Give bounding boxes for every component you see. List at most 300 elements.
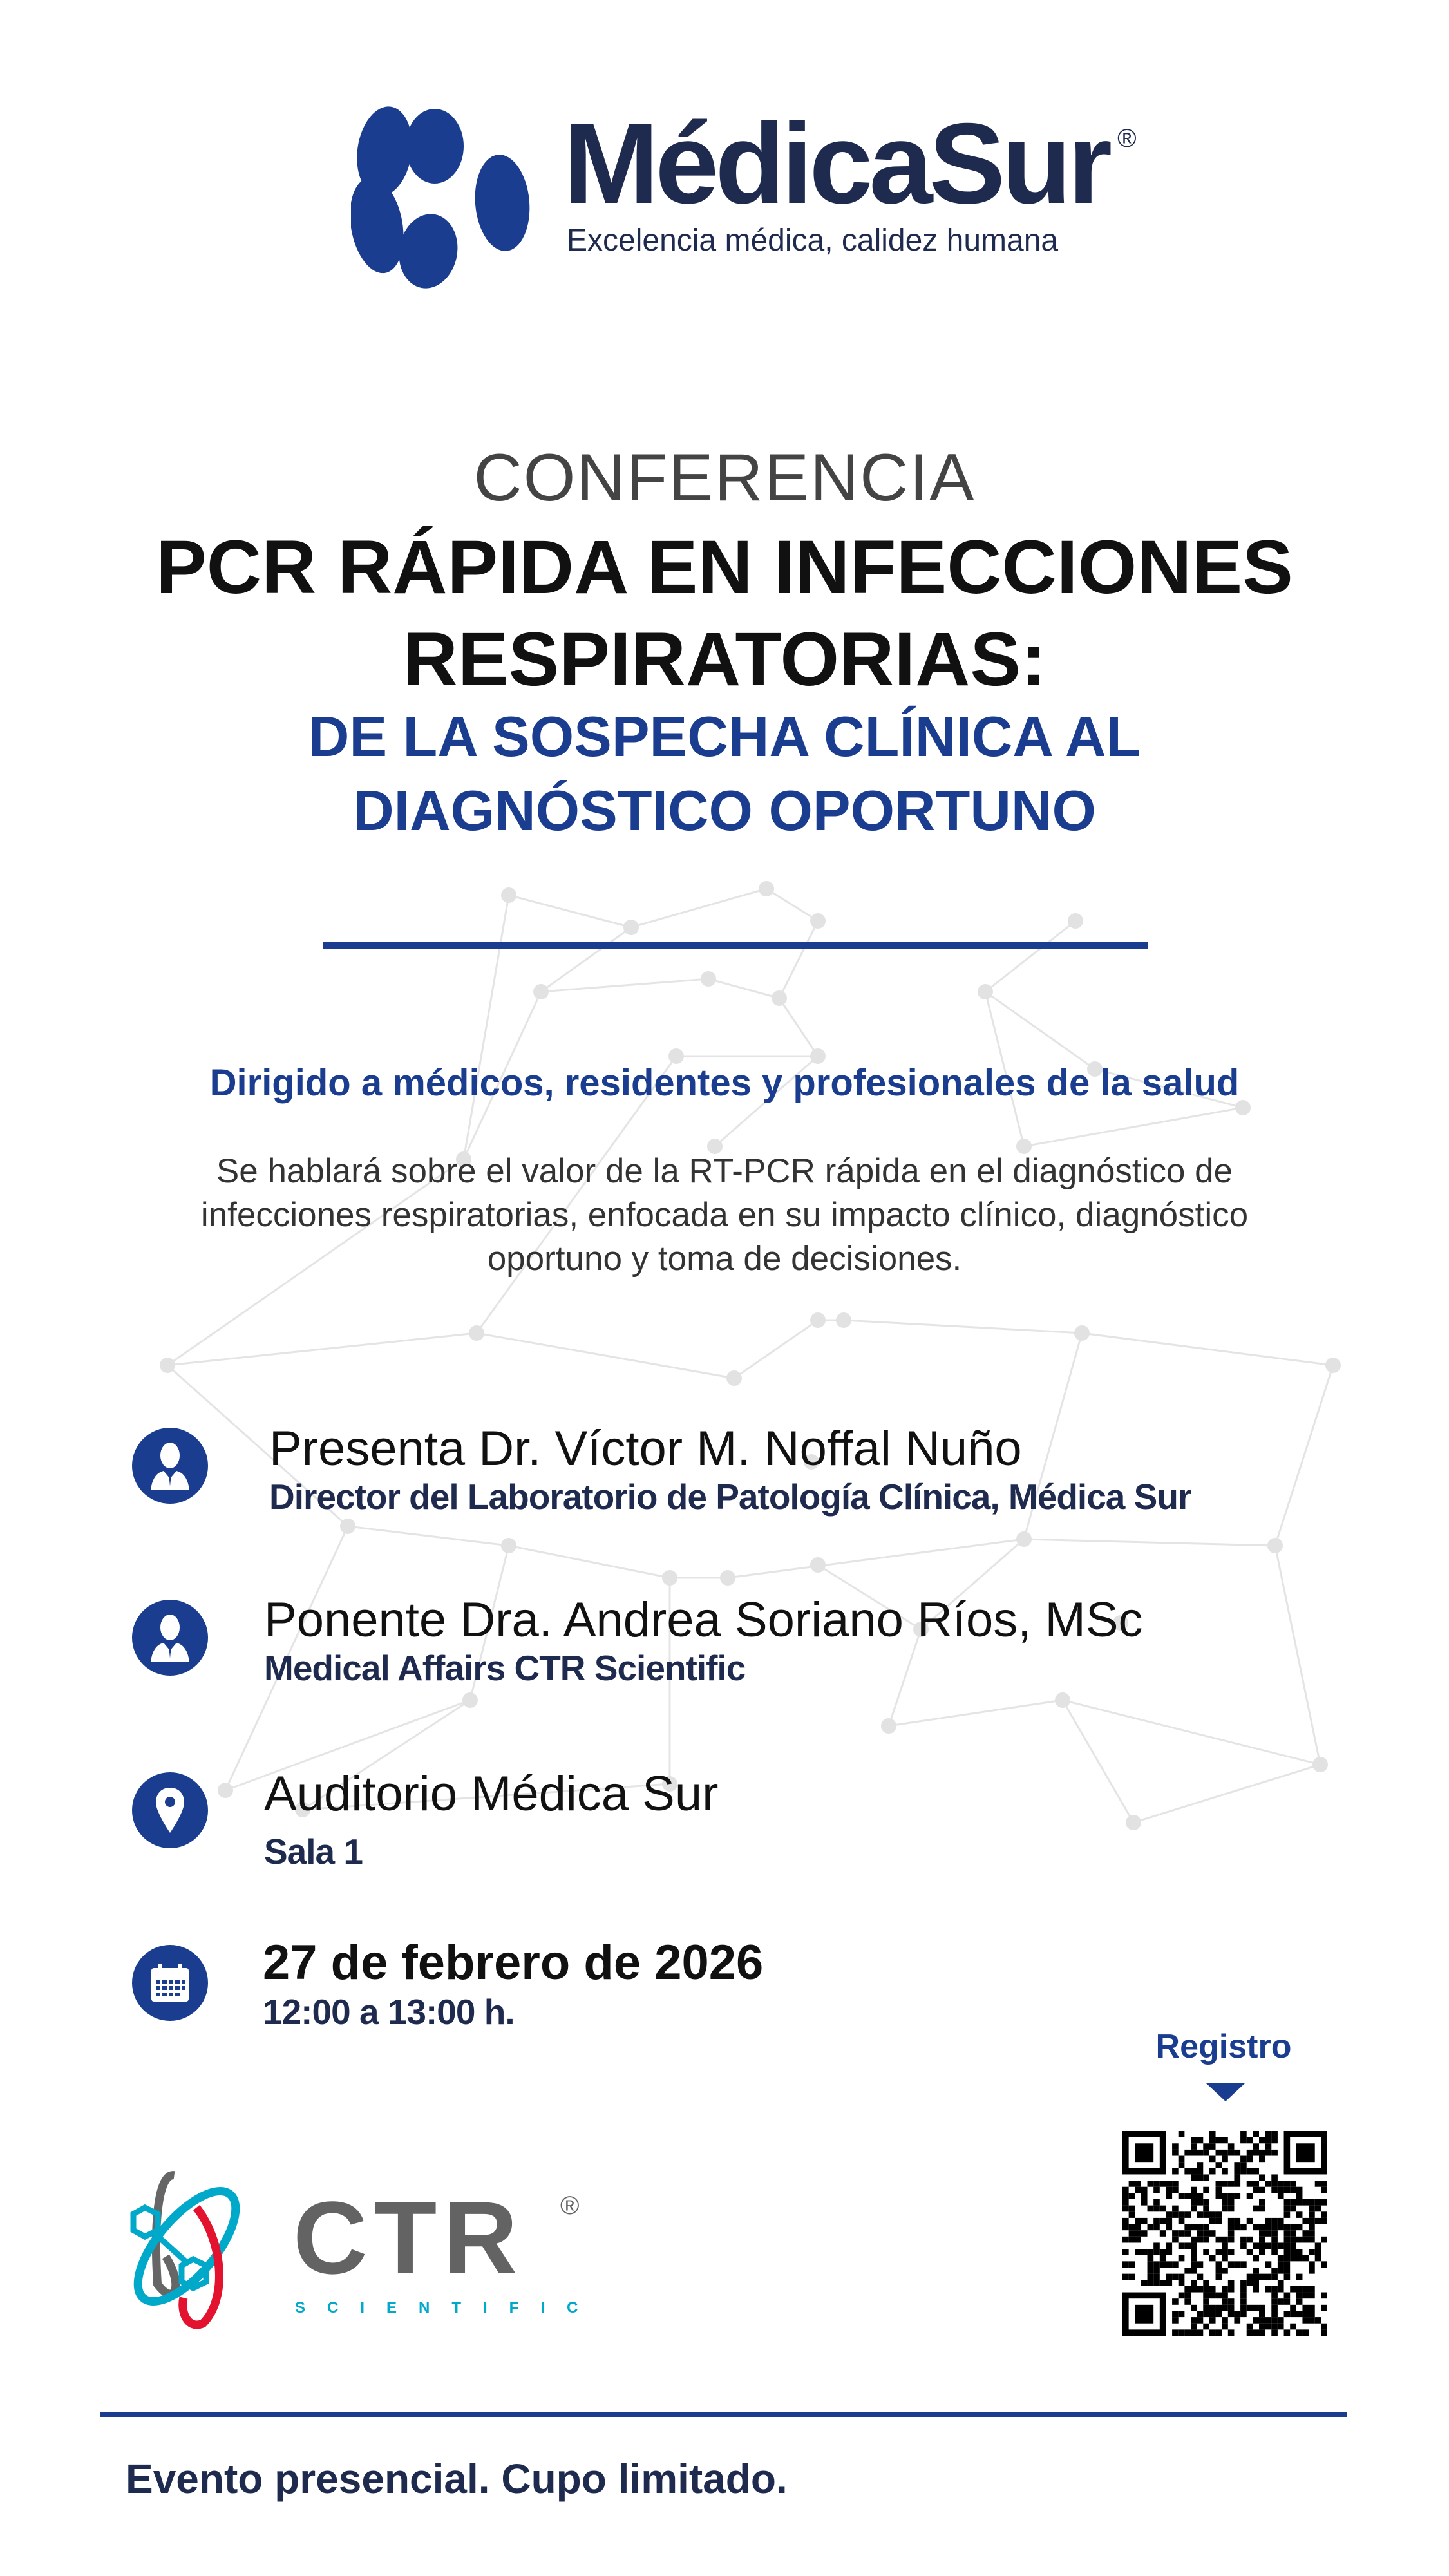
qr-module	[1160, 2255, 1166, 2262]
qr-module	[1222, 2156, 1228, 2163]
qr-module	[1247, 2280, 1253, 2286]
qr-module	[1309, 2286, 1315, 2293]
qr-module	[1259, 2150, 1265, 2156]
qr-module	[1271, 2305, 1278, 2311]
qr-module	[1179, 2156, 1185, 2163]
qr-module	[1253, 2206, 1259, 2212]
qr-module	[1222, 2305, 1228, 2311]
qr-module	[1265, 2324, 1272, 2330]
qr-module	[1197, 2211, 1204, 2218]
qr-module	[1321, 2329, 1327, 2336]
qr-module	[1122, 2218, 1129, 2224]
qr-module	[1284, 2242, 1291, 2249]
qr-module	[1259, 2242, 1265, 2249]
qr-module	[1240, 2298, 1247, 2305]
qr-module	[1184, 2193, 1191, 2199]
qr-module	[1247, 2274, 1253, 2280]
qr-module	[1259, 2206, 1265, 2212]
qr-module	[1290, 2249, 1296, 2255]
qr-module	[1315, 2218, 1321, 2224]
qr-module	[1191, 2224, 1197, 2231]
qr-module	[1271, 2224, 1278, 2231]
qr-module	[1321, 2237, 1327, 2243]
qr-module	[1247, 2249, 1253, 2255]
qr-module	[1216, 2162, 1222, 2168]
qr-module	[1191, 2324, 1197, 2330]
qr-module	[1259, 2199, 1265, 2206]
qr-module	[1153, 2181, 1160, 2187]
qr-module	[1259, 2249, 1265, 2255]
network-node	[1055, 1692, 1070, 1708]
qr-module	[1259, 2187, 1265, 2193]
network-line	[779, 921, 818, 998]
qr-module	[1247, 2150, 1253, 2156]
qr-module	[1191, 2237, 1197, 2243]
qr-module	[1153, 2249, 1160, 2255]
qr-module	[1160, 2181, 1166, 2187]
qr-module	[1197, 2261, 1204, 2268]
qr-module	[1203, 2230, 1209, 2237]
qr-module	[1166, 2218, 1172, 2224]
qr-module	[1309, 2249, 1315, 2255]
network-line	[708, 979, 779, 998]
network-line	[1024, 1539, 1275, 1546]
qr-module	[1135, 2249, 1141, 2255]
qr-module	[1148, 2224, 1154, 2231]
qr-module	[1209, 2286, 1216, 2293]
qr-module	[1172, 2206, 1179, 2212]
qr-module	[1290, 2206, 1296, 2212]
qr-finder	[1135, 2305, 1153, 2324]
qr-module	[1184, 2268, 1191, 2274]
medicasur-logo-icon	[351, 106, 538, 290]
network-line	[889, 1700, 1063, 1726]
qr-module	[1209, 2143, 1216, 2150]
qr-module	[1228, 2305, 1235, 2311]
qr-module	[1191, 2317, 1197, 2324]
qr-module	[1191, 2150, 1197, 2156]
qr-module	[1209, 2218, 1216, 2224]
speaker-name: Ponente Dra. Andrea Soriano Ríos, MSc	[264, 1593, 1143, 1647]
qr-module	[1278, 2187, 1284, 2193]
qr-module	[1296, 2329, 1303, 2336]
qr-module	[1209, 2131, 1216, 2137]
kicker: CONFERENCIA	[473, 440, 976, 515]
qr-module	[1184, 2242, 1191, 2249]
qr-module	[1172, 2274, 1179, 2280]
qr-module	[1259, 2137, 1265, 2144]
qr-module	[1302, 2230, 1309, 2237]
qr-module	[1197, 2311, 1204, 2317]
qr-module	[1234, 2261, 1240, 2268]
qr-module	[1209, 2305, 1216, 2311]
qr-module	[1203, 2286, 1209, 2293]
qr-module	[1253, 2280, 1259, 2286]
network-node	[1325, 1358, 1341, 1373]
qr-module	[1148, 2274, 1154, 2280]
qr-module	[1234, 2218, 1240, 2224]
qr-module	[1290, 2286, 1296, 2293]
qr-module	[1228, 2150, 1235, 2156]
qr-module	[1191, 2242, 1197, 2249]
network-node	[836, 1312, 851, 1328]
qr-module	[1315, 2181, 1321, 2187]
network-line	[509, 1546, 670, 1578]
qr-module	[1172, 2211, 1179, 2218]
qr-module	[1216, 2237, 1222, 2243]
network-node	[662, 1570, 677, 1586]
qr-module	[1265, 2317, 1272, 2324]
qr-module	[1153, 2199, 1160, 2206]
venue-room: Sala 1	[264, 1832, 363, 1871]
qr-module	[1197, 2237, 1204, 2243]
qr-module	[1141, 2199, 1148, 2206]
qr-module	[1148, 2268, 1154, 2274]
qr-module	[1247, 2324, 1253, 2330]
calendar-icon	[132, 1945, 208, 2021]
qr-module	[1209, 2329, 1216, 2336]
qr-module	[1160, 2218, 1166, 2224]
qr-module	[1160, 2249, 1166, 2255]
qr-module	[1271, 2174, 1278, 2181]
qr-module	[1296, 2224, 1303, 2231]
qr-module	[1172, 2329, 1179, 2336]
network-line	[348, 1526, 509, 1546]
qr-module	[1179, 2311, 1185, 2317]
description-line: infecciones respiratorias, enfocada en su impacto clínico, diagnóstico	[200, 1196, 1249, 1234]
network-node	[1068, 913, 1083, 929]
network-node	[720, 1570, 735, 1586]
network-line	[1063, 1700, 1133, 1823]
qr-module	[1191, 2261, 1197, 2268]
divider	[323, 942, 1148, 949]
qr-module	[1253, 2268, 1259, 2274]
qr-module	[1302, 2293, 1309, 2299]
qr-module	[1216, 2211, 1222, 2218]
qr-module	[1166, 2280, 1172, 2286]
qr-module	[1228, 2230, 1235, 2237]
qr-finder	[1296, 2143, 1315, 2162]
qr-module	[1302, 2317, 1309, 2324]
qr-module	[1247, 2193, 1253, 2199]
qr-module	[1222, 2168, 1228, 2175]
qr-module	[1271, 2286, 1278, 2293]
qr-module	[1203, 2249, 1209, 2255]
qr-module	[1172, 2261, 1179, 2268]
network-node	[701, 971, 716, 987]
qr-module	[1284, 2249, 1291, 2255]
qr-module	[1240, 2168, 1247, 2175]
network-line	[1275, 1546, 1320, 1765]
qr-module	[1290, 2187, 1296, 2193]
qr-module	[1222, 2286, 1228, 2293]
qr-module	[1141, 2230, 1148, 2237]
qr-module	[1197, 2286, 1204, 2293]
qr-module	[1296, 2255, 1303, 2262]
qr-finder	[1135, 2143, 1153, 2162]
qr-module	[1197, 2174, 1204, 2181]
qr-module	[1271, 2311, 1278, 2317]
qr-module	[1222, 2298, 1228, 2305]
qr-module	[1222, 2193, 1228, 2199]
qr-module	[1253, 2143, 1259, 2150]
qr-module	[1265, 2137, 1272, 2144]
qr-module	[1265, 2143, 1272, 2150]
qr-module	[1191, 2137, 1197, 2144]
qr-module	[1296, 2211, 1303, 2218]
qr-module	[1228, 2329, 1235, 2336]
qr-module	[1122, 2199, 1129, 2206]
qr-module	[1309, 2317, 1315, 2324]
qr-module	[1129, 2237, 1135, 2243]
qr-module	[1259, 2174, 1265, 2181]
qr-module	[1240, 2286, 1247, 2293]
qr-module	[1122, 2224, 1129, 2231]
registration-qr-code[interactable]	[1122, 2131, 1327, 2336]
qr-module	[1228, 2298, 1235, 2305]
qr-module	[1209, 2317, 1216, 2324]
qr-module	[1184, 2211, 1191, 2218]
qr-module	[1122, 2249, 1129, 2255]
qr-module	[1135, 2224, 1141, 2231]
qr-module	[1259, 2317, 1265, 2324]
qr-module	[1129, 2224, 1135, 2231]
network-node	[810, 913, 826, 929]
qr-module	[1271, 2137, 1278, 2144]
qr-module	[1228, 2224, 1235, 2231]
qr-module	[1141, 2193, 1148, 2199]
qr-module	[1240, 2311, 1247, 2317]
qr-module	[1160, 2261, 1166, 2268]
qr-module	[1153, 2224, 1160, 2231]
qr-module	[1203, 2187, 1209, 2193]
qr-module	[1259, 2156, 1265, 2163]
qr-module	[1166, 2193, 1172, 2199]
qr-module	[1228, 2199, 1235, 2206]
network-node	[623, 920, 639, 935]
qr-module	[1191, 2193, 1197, 2199]
qr-module	[1290, 2305, 1296, 2311]
sponsor-name: CTR	[293, 2180, 524, 2295]
network-node	[1312, 1757, 1328, 1772]
qr-module	[1172, 2298, 1179, 2305]
qr-module	[1284, 2237, 1291, 2243]
qr-module	[1271, 2293, 1278, 2299]
qr-module	[1122, 2187, 1129, 2193]
qr-module	[1222, 2317, 1228, 2324]
qr-module	[1278, 2224, 1284, 2231]
venue-name: Auditorio Médica Sur	[264, 1766, 719, 1821]
speaker-role: Medical Affairs CTR Scientific	[264, 1648, 746, 1688]
qr-module	[1222, 2242, 1228, 2249]
qr-module	[1284, 2268, 1291, 2274]
qr-module	[1253, 2150, 1259, 2156]
qr-module	[1153, 2187, 1160, 2193]
qr-module	[1315, 2255, 1321, 2262]
qr-module	[1216, 2268, 1222, 2274]
network-node	[759, 881, 774, 896]
qr-module	[1197, 2230, 1204, 2237]
qr-module	[1253, 2187, 1259, 2193]
network-node	[501, 887, 516, 903]
qr-module	[1240, 2131, 1247, 2137]
qr-module	[1172, 2230, 1179, 2237]
description-line: Se hablará sobre el valor de la RT-PCR rápida en el diagnóstico de	[216, 1152, 1233, 1190]
qr-module	[1265, 2286, 1272, 2293]
qr-module	[1278, 2218, 1284, 2224]
qr-module	[1321, 2187, 1327, 2193]
qr-module	[1129, 2206, 1135, 2212]
network-line	[985, 921, 1075, 992]
qr-module	[1166, 2211, 1172, 2218]
qr-module	[1166, 2181, 1172, 2187]
qr-module	[1179, 2162, 1185, 2168]
qr-module	[1222, 2324, 1228, 2330]
qr-module	[1284, 2206, 1291, 2212]
qr-module	[1184, 2329, 1191, 2336]
qr-module	[1271, 2298, 1278, 2305]
qr-module	[1309, 2261, 1315, 2268]
qr-module	[1240, 2237, 1247, 2243]
network-node	[1016, 1531, 1032, 1547]
qr-module	[1216, 2305, 1222, 2311]
qr-module	[1203, 2199, 1209, 2206]
qr-module	[1148, 2255, 1154, 2262]
qr-module	[1253, 2274, 1259, 2280]
qr-module	[1265, 2224, 1272, 2231]
network-node	[772, 990, 787, 1006]
qr-module	[1284, 2255, 1291, 2262]
qr-module	[1247, 2329, 1253, 2336]
qr-module	[1253, 2255, 1259, 2262]
qr-module	[1271, 2218, 1278, 2224]
qr-module	[1271, 2150, 1278, 2156]
qr-module	[1240, 2261, 1247, 2268]
qr-module	[1179, 2230, 1185, 2237]
qr-module	[1141, 2218, 1148, 2224]
qr-module	[1290, 2181, 1296, 2187]
qr-module	[1253, 2131, 1259, 2137]
qr-module	[1259, 2237, 1265, 2243]
qr-module	[1284, 2199, 1291, 2206]
qr-module	[1216, 2150, 1222, 2156]
qr-module	[1216, 2329, 1222, 2336]
qr-module	[1222, 2181, 1228, 2187]
qr-module	[1271, 2268, 1278, 2274]
qr-module	[1265, 2230, 1272, 2237]
network-node	[160, 1358, 175, 1373]
qr-module	[1222, 2206, 1228, 2212]
qr-module	[1172, 2181, 1179, 2187]
qr-module	[1290, 2242, 1296, 2249]
presenter-role: Director del Laboratorio de Patología Clínica, Médica Sur	[269, 1477, 1191, 1517]
qr-module	[1209, 2311, 1216, 2317]
qr-module	[1203, 2150, 1209, 2156]
qr-module	[1228, 2249, 1235, 2255]
person-icon	[132, 1428, 208, 1504]
qr-module	[1172, 2237, 1179, 2243]
qr-module	[1278, 2242, 1284, 2249]
event-time: 12:00 a 13:00 h.	[263, 1992, 515, 2032]
qr-module	[1296, 2237, 1303, 2243]
network-node	[469, 1325, 484, 1341]
qr-module	[1179, 2274, 1185, 2280]
qr-module	[1197, 2224, 1204, 2231]
qr-module	[1216, 2293, 1222, 2299]
qr-module	[1184, 2150, 1191, 2156]
qr-module	[1153, 2206, 1160, 2212]
qr-module	[1259, 2311, 1265, 2317]
qr-module	[1191, 2268, 1197, 2274]
network-line	[541, 979, 708, 992]
qr-module	[1228, 2311, 1235, 2317]
qr-module	[1191, 2286, 1197, 2293]
network-node	[462, 1692, 478, 1708]
qr-module	[1197, 2317, 1204, 2324]
qr-module	[1321, 2199, 1327, 2206]
network-line	[541, 927, 631, 992]
qr-module	[1222, 2268, 1228, 2274]
qr-module	[1309, 2218, 1315, 2224]
qr-module	[1247, 2168, 1253, 2175]
network-node	[1126, 1815, 1141, 1830]
network-line	[728, 1539, 1024, 1578]
qr-module	[1290, 2255, 1296, 2262]
qr-module	[1197, 2150, 1204, 2156]
qr-module	[1271, 2324, 1278, 2330]
qr-module	[1222, 2150, 1228, 2156]
qr-module	[1191, 2329, 1197, 2336]
qr-module	[1228, 2286, 1235, 2293]
qr-module	[1191, 2249, 1197, 2255]
qr-module	[1321, 2211, 1327, 2218]
qr-module	[1247, 2156, 1253, 2163]
qr-module	[1203, 2293, 1209, 2299]
network-node	[881, 1718, 896, 1734]
qr-module	[1129, 2211, 1135, 2218]
qr-module	[1166, 2224, 1172, 2231]
qr-module	[1191, 2168, 1197, 2175]
qr-module	[1172, 2187, 1179, 2193]
registration-label: Registro	[1155, 2028, 1292, 2065]
qr-module	[1209, 2211, 1216, 2218]
qr-module	[1191, 2255, 1197, 2262]
qr-module	[1129, 2230, 1135, 2237]
qr-module	[1271, 2181, 1278, 2187]
qr-module	[1197, 2168, 1204, 2175]
qr-module	[1160, 2280, 1166, 2286]
qr-module	[1228, 2280, 1235, 2286]
qr-module	[1191, 2305, 1197, 2311]
qr-module	[1321, 2261, 1327, 2268]
qr-module	[1302, 2199, 1309, 2206]
qr-module	[1141, 2249, 1148, 2255]
qr-module	[1179, 2211, 1185, 2218]
qr-module	[1191, 2174, 1197, 2181]
qr-module	[1247, 2237, 1253, 2243]
title-line-2: RESPIRATORIAS:	[402, 617, 1046, 702]
qr-module	[1234, 2311, 1240, 2317]
network-line	[779, 998, 818, 1056]
qr-module	[1153, 2280, 1160, 2286]
network-node	[978, 984, 993, 999]
qr-module	[1284, 2329, 1291, 2336]
qr-module	[1240, 2162, 1247, 2168]
qr-module	[1222, 2199, 1228, 2206]
qr-module	[1284, 2211, 1291, 2218]
qr-module	[1271, 2131, 1278, 2137]
qr-module	[1197, 2274, 1204, 2280]
